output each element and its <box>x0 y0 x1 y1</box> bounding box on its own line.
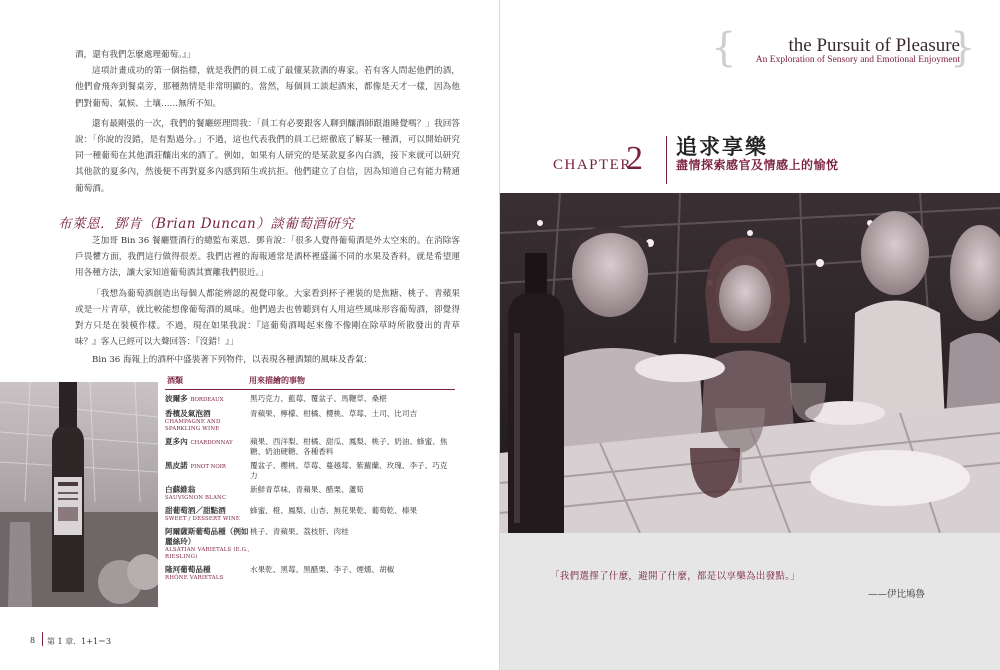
table-header <box>165 375 455 390</box>
wine-type-english: ALSATIAN VARIETALS (E.G., RIESLING) <box>165 547 250 560</box>
epigraph-quote: 「我們選擇了什麼，避開了什麼，都是以享樂為出發點。」 <box>550 571 801 582</box>
wine-flavor-table <box>165 375 455 586</box>
body-block-top <box>75 47 460 197</box>
flavor-descriptors: 蘋果、西洋梨、柑橘、甜瓜、鳳梨、桃子、奶油、蜂蜜、焦糖、奶油硬糖、各種香料 <box>250 437 448 456</box>
wine-type-name: 波爾多 <box>165 394 188 403</box>
wine-type-cell <box>165 565 250 582</box>
wine-type-cell <box>165 394 250 405</box>
wine-type-english: SAUVIGNON BLANC <box>165 495 227 501</box>
wine-type-cell <box>165 527 250 561</box>
table-row <box>165 394 455 405</box>
epigraph-attribution: ——伊比鳩魯 <box>868 589 926 600</box>
chapter-number: 2 <box>626 140 643 177</box>
wine-type-cell <box>165 461 250 481</box>
flavor-descriptors: 桃子、青蘋果、荔枝肝、肉桂 <box>250 527 349 536</box>
table-header-descriptors: 用來描繪的事物 <box>249 375 305 385</box>
table-row <box>165 409 455 433</box>
wine-type-name: 夏多內 <box>165 437 188 446</box>
paragraph: 還有最剛張的一次，我們的餐廳經理問我：「員工有必要跟客人聊到釀酒師跟誰睡覺嗎？」我回答說：「你說的沒錯，是有點過分。」不過，這也代表我們的員工已經徹底了解某一種酒，可以開始研究同一種葡萄在其他酒莊釀出來的酒了。例如，如果有人研究的是某款夏多內白酒，接下來就可以研究其他款的夏多內，然後便不再對夏多內感到陌生或抗拒。他們建立了自信，因為知道自己有能力精通葡萄酒。 <box>75 118 460 194</box>
running-header-title: the Pursuit of Pleasure <box>788 35 960 56</box>
wine-type-name: 甜葡萄酒／甜點酒 <box>165 506 226 515</box>
wine-type-name: 香檳及氣泡酒 <box>165 409 211 418</box>
table-row <box>165 461 455 481</box>
chapter-title: 追求享樂 <box>676 134 768 159</box>
wine-type-cell <box>165 437 250 457</box>
brace-right: } <box>950 25 976 71</box>
table-header-wine: 酒類 <box>167 375 183 385</box>
wine-type-cell <box>165 409 250 433</box>
wine-type-name: 黑皮諾 <box>165 461 188 470</box>
table-row <box>165 485 455 502</box>
table-row <box>165 506 455 523</box>
chapter-divider <box>666 136 667 184</box>
folio-divider <box>42 632 43 646</box>
table-row <box>165 565 455 582</box>
paragraph: 「我想為葡萄酒創造出每個人都能辨認的視覺印象。大家看到杯子裡裝的是焦糖、桃子、青蘋果或是一片青草，就比較能想像葡萄酒的風味。他們過去也曾聽到有人用這些風味形容葡萄酒，卻覺得對方只是在裝模作樣。不過，現在如果我說：『這葡萄酒喝起來像不像剛在除草時所散發出的青草味？』客人已經可以大聲回答：『沒錯！』」 <box>75 288 460 348</box>
table-body <box>165 394 455 582</box>
wine-type-name: 白蘇維翁 <box>165 485 196 494</box>
wine-type-english: CHAMPAGNE AND SPARKLING WINE <box>165 419 221 432</box>
flavor-descriptors: 蜂蜜、橙、鳳梨、山杏、無花果乾、葡萄乾、榛果 <box>250 506 418 515</box>
wine-type-english: SWEET / DESSERT WINE <box>165 516 241 522</box>
wine-type-cell <box>165 485 250 502</box>
table-row <box>165 527 455 561</box>
quote-band <box>500 533 1000 670</box>
wine-type-english: CHARDONNAY <box>190 440 233 446</box>
section-heading: 布萊恩．鄧肯（Brian Duncan）談葡萄酒研究 <box>58 216 355 232</box>
wine-type-english: PINOT NOIR <box>190 464 226 470</box>
paragraph: 芝加哥 Bin 36 餐廳暨酒行的總監布萊恩．鄧肯說：「很多人覺得葡萄酒是外太空來的。在消除客戶畏懼方面，我們這行做得很差。我們店裡的海報通常是酒杯裡盛滿不同的水果及香料，就是希望運用各種方法，讓大家知道葡萄酒其實離我們很近。」 <box>75 236 460 279</box>
brace-left: { <box>711 25 737 71</box>
chapter-label: CHAPTER <box>553 157 632 173</box>
wine-type-name: 阿爾薩斯葡萄品種（例如麗絲玲） <box>165 527 249 546</box>
wine-type-name: 隆河葡萄品種 <box>165 565 211 574</box>
flavor-descriptors: 新鮮青草味、青蘋果、醋栗、蘆筍 <box>250 485 364 494</box>
dining-photo <box>500 193 1000 533</box>
flavor-descriptors: 青蘋果、檸檬、柑橘、櫻桃、草莓、土司、比司吉 <box>250 409 418 418</box>
flavor-descriptors: 水果乾、黑莓、黑醋栗、李子、煙燻、胡椒 <box>250 565 395 574</box>
flavor-descriptors: 黑巧克力、藍莓、覆盆子、馬鞭草、桑椹 <box>250 394 387 403</box>
chapter-subtitle: 盡情探索感官及情感上的愉悅 <box>676 158 839 172</box>
wine-type-english: BORDEAUX <box>190 397 224 403</box>
running-header-subtitle: An Exploration of Sensory and Emotional Enjoyment <box>755 55 960 65</box>
body-block-bottom <box>75 233 460 369</box>
paragraph: Bin 36 海報上的酒杯中盛裝著下列物件，以表現各種酒類的風味及香氣： <box>92 355 373 366</box>
table-row <box>165 437 455 457</box>
running-footer: 第 1 章．1+1＝3 <box>47 637 112 646</box>
page-number: 8 <box>30 636 36 645</box>
flavor-descriptors: 覆盆子、櫻桃、草莓、蔓越莓、紫蘿蘭、玫瑰、李子、巧克力 <box>250 461 448 480</box>
paragraph: 這項計畫成功的第一個指標，就是我們的員工成了最懂某款酒的專家。若有客人問起他們的酒，他們會飛奔到餐桌旁，那種熱情是非常明顯的。當然，每個員工談起酒來，都像是天才一樣，因為他們對葡萄、氣候、土壤……無所不知。 <box>75 66 460 109</box>
wine-bottle-photo <box>0 382 158 607</box>
wine-type-cell <box>165 506 250 523</box>
paragraph: 酒，還有我們怎麼處理葡萄。』」 <box>75 50 196 60</box>
wine-type-english: RHÔNE VARIETALS <box>165 575 224 581</box>
